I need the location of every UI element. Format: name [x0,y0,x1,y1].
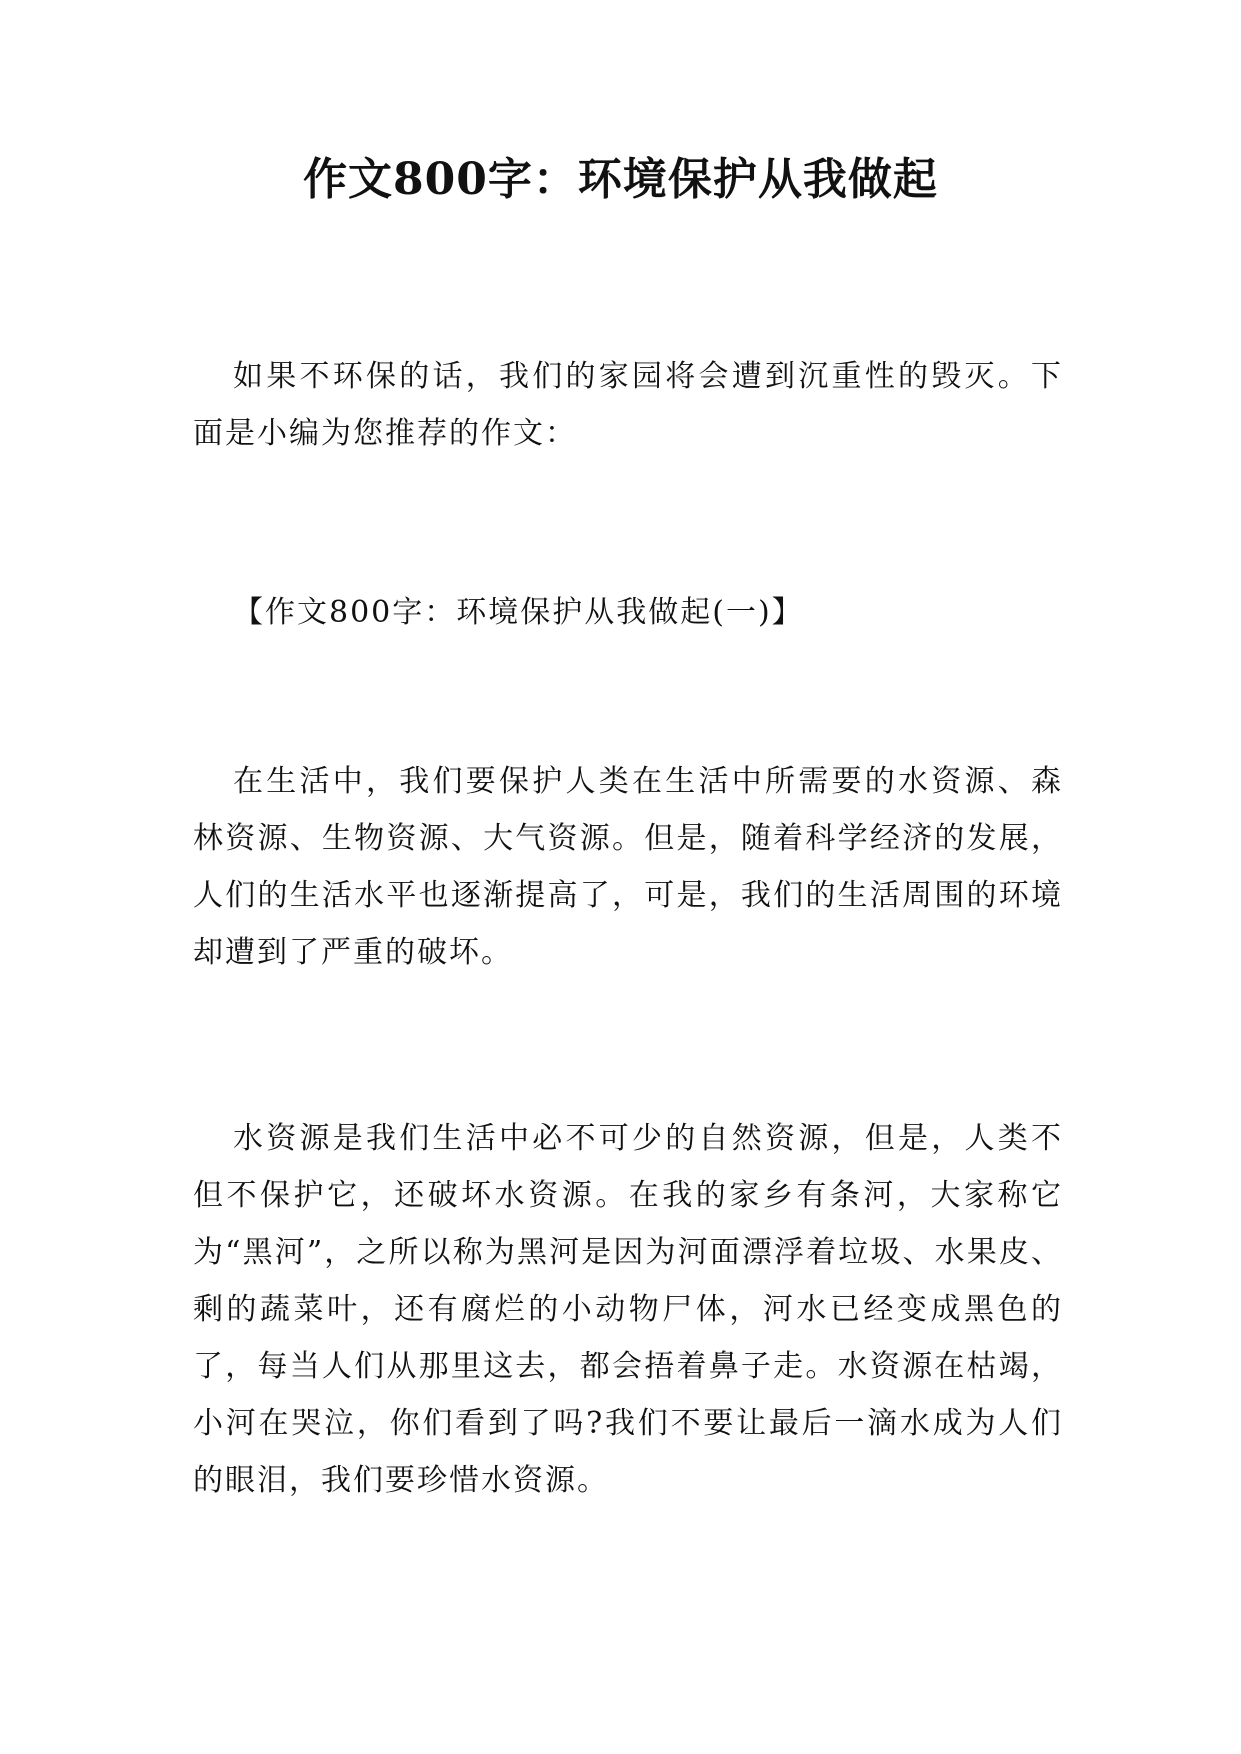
section-heading: 【作文800字：环境保护从我做起(一)】 [233,595,804,630]
body-paragraph: 水资源是我们生活中必不可少的自然资源，但是，人类不但不保护它，还破坏水资源。在我的家乡有条河，大家称它为“黑河”，之所以称为黑河是因为河面漂浮着垃圾、水果皮、剩的蔬菜叶，还有腐烂的小动物尸体，河水已经变成黑色的了，每当人们从那里这去，都会捂着鼻子走。水资源在枯竭，小河在哭泣，你们看到了吗?我们不要让最后一滴水成为人们的眼泪，我们要珍惜水资源。 [193,1121,1063,1498]
document-title: 作文800字：环境保护从我做起 [303,154,938,205]
intro-paragraph: 如果不环保的话，我们的家园将会遭到沉重性的毁灭。下面是小编为您推荐的作文： [193,359,1063,451]
body-paragraph: 在生活中，我们要保护人类在生活中所需要的水资源、森林资源、生物资源、大气资源。但是，随着科学经济的发展，人们的生活水平也逐渐提高了，可是，我们的生活周围的环境却遭到了严重的破坏。 [193,764,1063,970]
